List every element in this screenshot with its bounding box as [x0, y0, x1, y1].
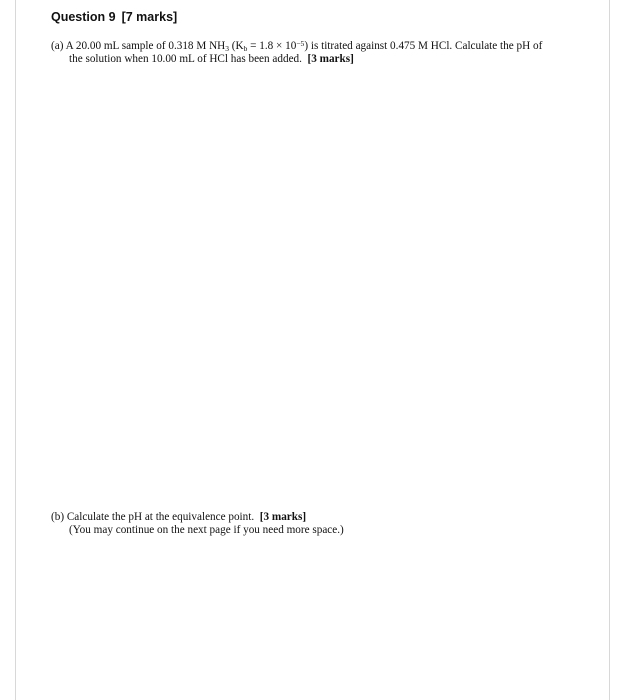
question-marks: [7 marks] — [121, 10, 178, 24]
part-b-line-2-text: (You may continue on the next page if you need more space.) — [69, 524, 344, 536]
part-a-text-3: = 1.8 × 10 — [247, 40, 297, 52]
part-b-label: (b) — [51, 511, 65, 523]
part-b — [51, 511, 344, 537]
kb-subscript: b — [243, 44, 248, 53]
part-a-label: (a) — [51, 40, 64, 52]
part-b-line-1-text: Calculate the pH at the equivalence point. — [66, 511, 255, 523]
nh3-subscript: 3 — [225, 44, 229, 53]
part-a-marks: [3 marks] — [307, 53, 354, 65]
part-b-line-2 — [51, 524, 344, 537]
part-b-marks: [3 marks] — [259, 511, 307, 523]
part-a-text-1: A 20.00 mL sample of 0.318 M NH — [65, 40, 226, 52]
question-heading — [51, 10, 177, 24]
part-a-line-2-text: the solution when 10.00 mL of HCl has been added. — [69, 53, 302, 65]
exponent-superscript: −5 — [296, 39, 305, 48]
question-title: Question 9 — [51, 10, 116, 24]
part-a-line-2 — [51, 53, 542, 66]
page-right-edge — [609, 0, 610, 700]
part-a-text-4: ) is titrated against 0.475 M HCl. Calculate the pH of — [304, 40, 543, 52]
part-b-line-1 — [51, 511, 344, 524]
part-a-text-2: (K — [228, 40, 244, 52]
part-a — [51, 40, 542, 66]
page-left-edge — [15, 0, 16, 700]
part-a-line-1 — [51, 40, 542, 53]
